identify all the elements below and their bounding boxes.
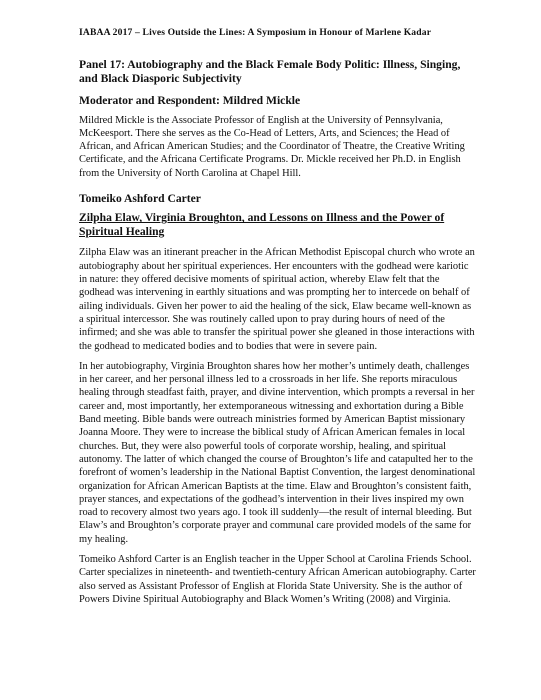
presenter-name: Tomeiko Ashford Carter (79, 191, 201, 205)
paper-title: Zilpha Elaw, Virginia Broughton, and Lessons on Illness and the Power of Spiritual Healing (79, 211, 445, 238)
panel-title: Panel 17: Autobiography and the Black Female Body Politic: Illness, Singing, and Black Diasporic Subjectivity (79, 58, 461, 85)
moderator-bio: Mildred Mickle is the Associate Professor of English at the University of Pennsylvania, McKeesport. There she serves as the Co-Head of Letters, Arts, and Sciences; the Head of African, and African American Studies; and the Coordinator of Theatre, the Creative Writing Certificate, and the Africana Certificate Programs. Dr. Mickle received her Ph.D. in English from the University of North Carolina at Chapel Hill. (79, 114, 465, 179)
moderator-heading: Moderator and Respondent: Mildred Mickle (79, 94, 301, 107)
presenter-bio: Tomeiko Ashford Carter is an English teacher in the Upper School at Carolina Friends School. Carter specializes in nineteenth- and twentieth-century African American autobiography. Carter also served as Assistant Professor of English at Florida State University. She is the author of Powers Divine Spiritual Autobiography and Black Women’s Writing (2008) and Virginia. (79, 554, 476, 605)
abstract-paragraph-2: In her autobiography, Virginia Broughton shares how her mother’s untimely death, challenges in her career, and her personal illness led to a crossroads in her life. She reports miraculous healing through steadfast faith, prayer, and divine intervention, which prompts a reversal in her career and, most importantly, her extemporaneous witnessing and exhortation during a Bible Band meeting. Bible bands were outreach ministries formed by American Baptist missionary Joanna Moore. They were to increase the biblical study of African American females in local churches. But, they were also powerful tools of corporate worship, healing, and spiritual autonomy. The latter of which changed the course of Broughton’s life and catapulted her to the forefront of women’s leadership in the National Baptist Convention, the largest denominational organization for African American Baptists at the time. Elaw and Broughton’s consistent faith, prayer stances, and expectations of the godhead’s intervention in their lives inspired my own road to recovery almost two years ago. I took ill suddenly—the result of internal bleeding. But Elaw’s and Broughton’s corporate prayer and communal care provided models of the same for my healing. (79, 360, 476, 545)
abstract-paragraph-1: Zilpha Elaw was an itinerant preacher in the African Methodist Episcopal church who wrote an autobiography about her spiritual experiences. Her encounters with the godhead were kariotic in nature: they offered decisive moments of spiritual action, whereby Elaw felt that the godhead was intervening in earthly situations and was prompting her to intercede on behalf of ailing individuals. Given her power to aid the healing of the sick, Elaw became well-known as a spiritual intercessor. She was routinely called upon to pray during hours of need of the infirmed; and she was able to transfer the spiritual power she gleaned in those interactions with the godhead to medicated bodies and to bodies that were in severe pain. (79, 247, 475, 352)
running-header: IABAA 2017 – Lives Outside the Lines: A Symposium in Honour of Marlene Kadar (79, 27, 432, 38)
